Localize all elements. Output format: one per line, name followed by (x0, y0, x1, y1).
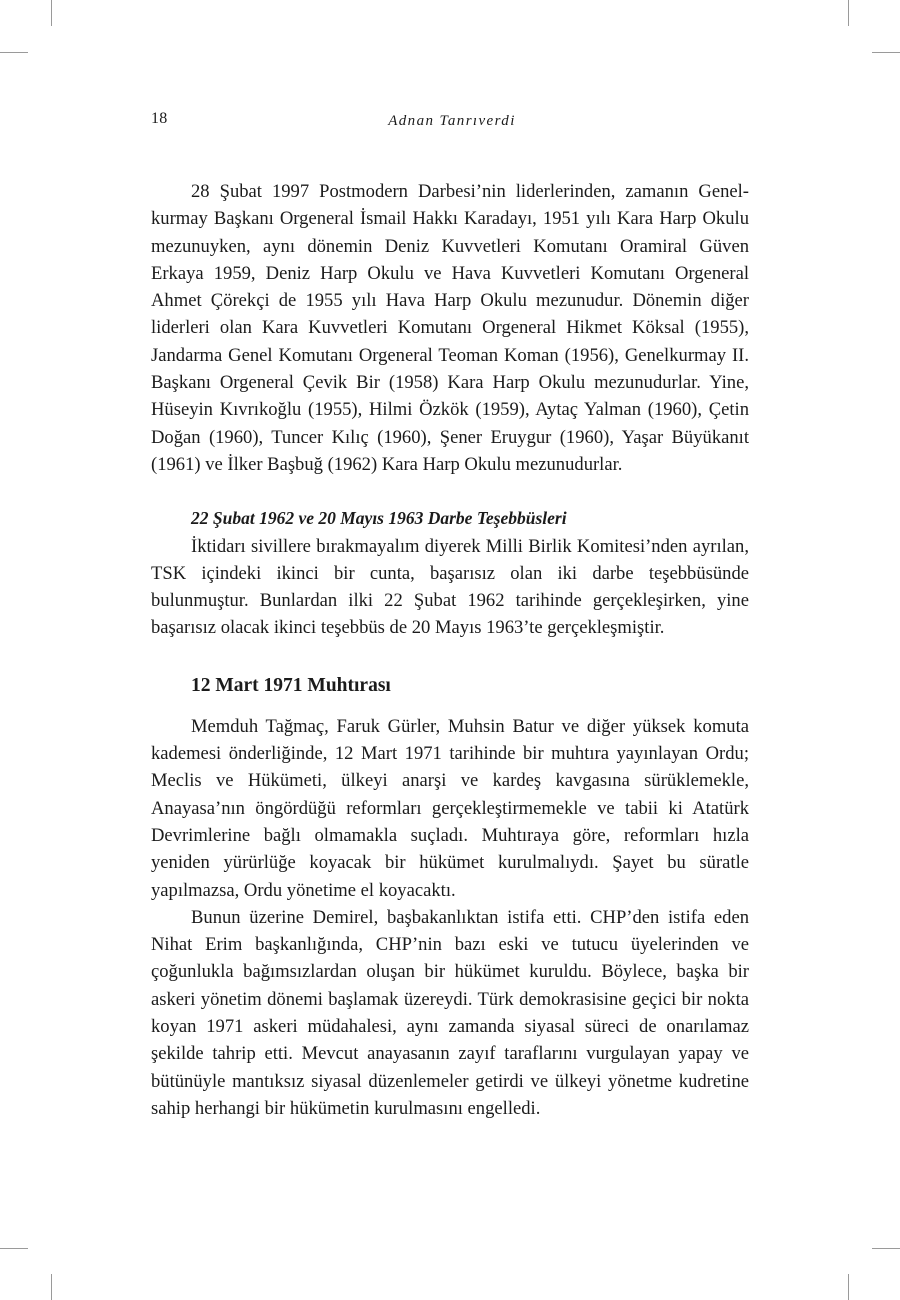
page-number: 18 (151, 110, 168, 127)
crop-mark-bottom-right (848, 1274, 849, 1300)
page-body (151, 178, 749, 1122)
crop-mark-right-top (872, 52, 900, 53)
crop-mark-bottom-left (51, 1274, 52, 1300)
paragraph-muhtira: Memduh Tağmaç, Faruk Gürler, Muhsin Batur ve diğer yüksek komuta kademesi önderliğinde, 12 Mart 1971 tarihinde bir muhtıra yayınlayan Ordu; Meclis ve Hükümeti, ülkeyi anarşi ve kardeş kavgasına sürüklemekle, Anayasa’nın öngördüğü reformları gerçekleştirmemekle ve tabii ki Atatürk Devrimlerine bağlı olmamakla suçladı. Muhtıraya göre, reformları hızla yeniden yürürlüğe koyacak bir hükümet kurulmalıydı. Şayet bu süratle yapılmazsa, Ordu yönetime el koyacaktı. (151, 715, 749, 901)
running-head-author: Adnan Tanrıverdi (388, 113, 516, 129)
crop-mark-left-bottom (0, 1248, 28, 1249)
section-heading: 12 Mart 1971 Muhtırası (191, 674, 391, 696)
paragraph-demirel-resignation: Bunun üzerine Demirel, başbakanlıktan istifa etti. CHP’den istifa eden Nihat Erim başkanlığında, CHP’nin bazı eski ve tutucu üyelerinden ve çoğunlukla bağımsızlardan oluşan bir hükümet kuruldu. Böylece, başka bir askeri yönetim dönemi başlamak üzereydi. Türk demokrasisine geçici bir nokta koyan 1971 askeri müdahalesi, aynı zamanda siyasal süreci de onarılamaz şekilde tahrip etti. Mevcut anayasanın zayıf taraflarını vurgulayan yapay ve bütünüyle mantıksız siyasal düzenlemeler getirdi ve ülkeyi yönetme kudretine sahip herhangi bir hükümetin kurulmasını engelledi. (151, 906, 749, 1119)
crop-mark-right-bottom (872, 1248, 900, 1249)
paragraph-darbe-attempts: İktidarı sivillere bırakmayalım diyerek Milli Birlik Komitesi’nden ayrılan, TSK içindeki ikinci bir cunta, başarısız olan iki darbe teşebbüsünde bulunmuştur. Bunlardan ilki 22 Şubat 1962 tarihinde gerçekleşirken, yine başarısız olacak ikinci teşebbüs de 20 Mayıs 1963’te gerçekleşmiştir. (151, 535, 749, 639)
section-subheading: 22 Şubat 1962 ve 20 Mayıs 1963 Darbe Teşebbüsleri (191, 508, 567, 529)
crop-mark-top-right (848, 0, 849, 26)
crop-mark-left-top (0, 52, 28, 53)
paragraph-darbe-leaders: 28 Şubat 1997 Postmodern Darbesi’nin liderlerinden, zamanın Genelkurmay Başkanı Orgeneral İsmail Hakkı Karadayı, 1951 yılı Kara Harp Okulu mezunuyken, aynı dönemin Deniz Kuvvetleri Komutanı Oramiral Güven Erkaya 1959, Deniz Harp Okulu ve Hava Kuvvetleri Komutanı Orgeneral Ahmet Çörekçi de 1955 yılı Hava Harp Okulu mezunudur. Dönemin diğer liderleri olan Kara Kuvvetleri Komutanı Orgeneral Hikmet Köksal (1955), Jandarma Genel Komutanı Orgeneral Teoman Koman (1956), Genelkurmay II. Başkanı Orgeneral Çevik Bir (1958) Kara Harp Okulu mezunudurlar. Yine, Hüseyin Kıvrıkoğlu (1955), Hilmi Özkök (1959), Aytaç Yalman (1960), Çetin Doğan (1960), Tuncer Kılıç (1960), Şener Eruygur (1960), Yaşar Büyükanıt (1961) ve İlker Başbuğ (1962) Kara Harp Okulu mezunudurlar. (151, 181, 749, 475)
crop-mark-top-left (51, 0, 52, 26)
